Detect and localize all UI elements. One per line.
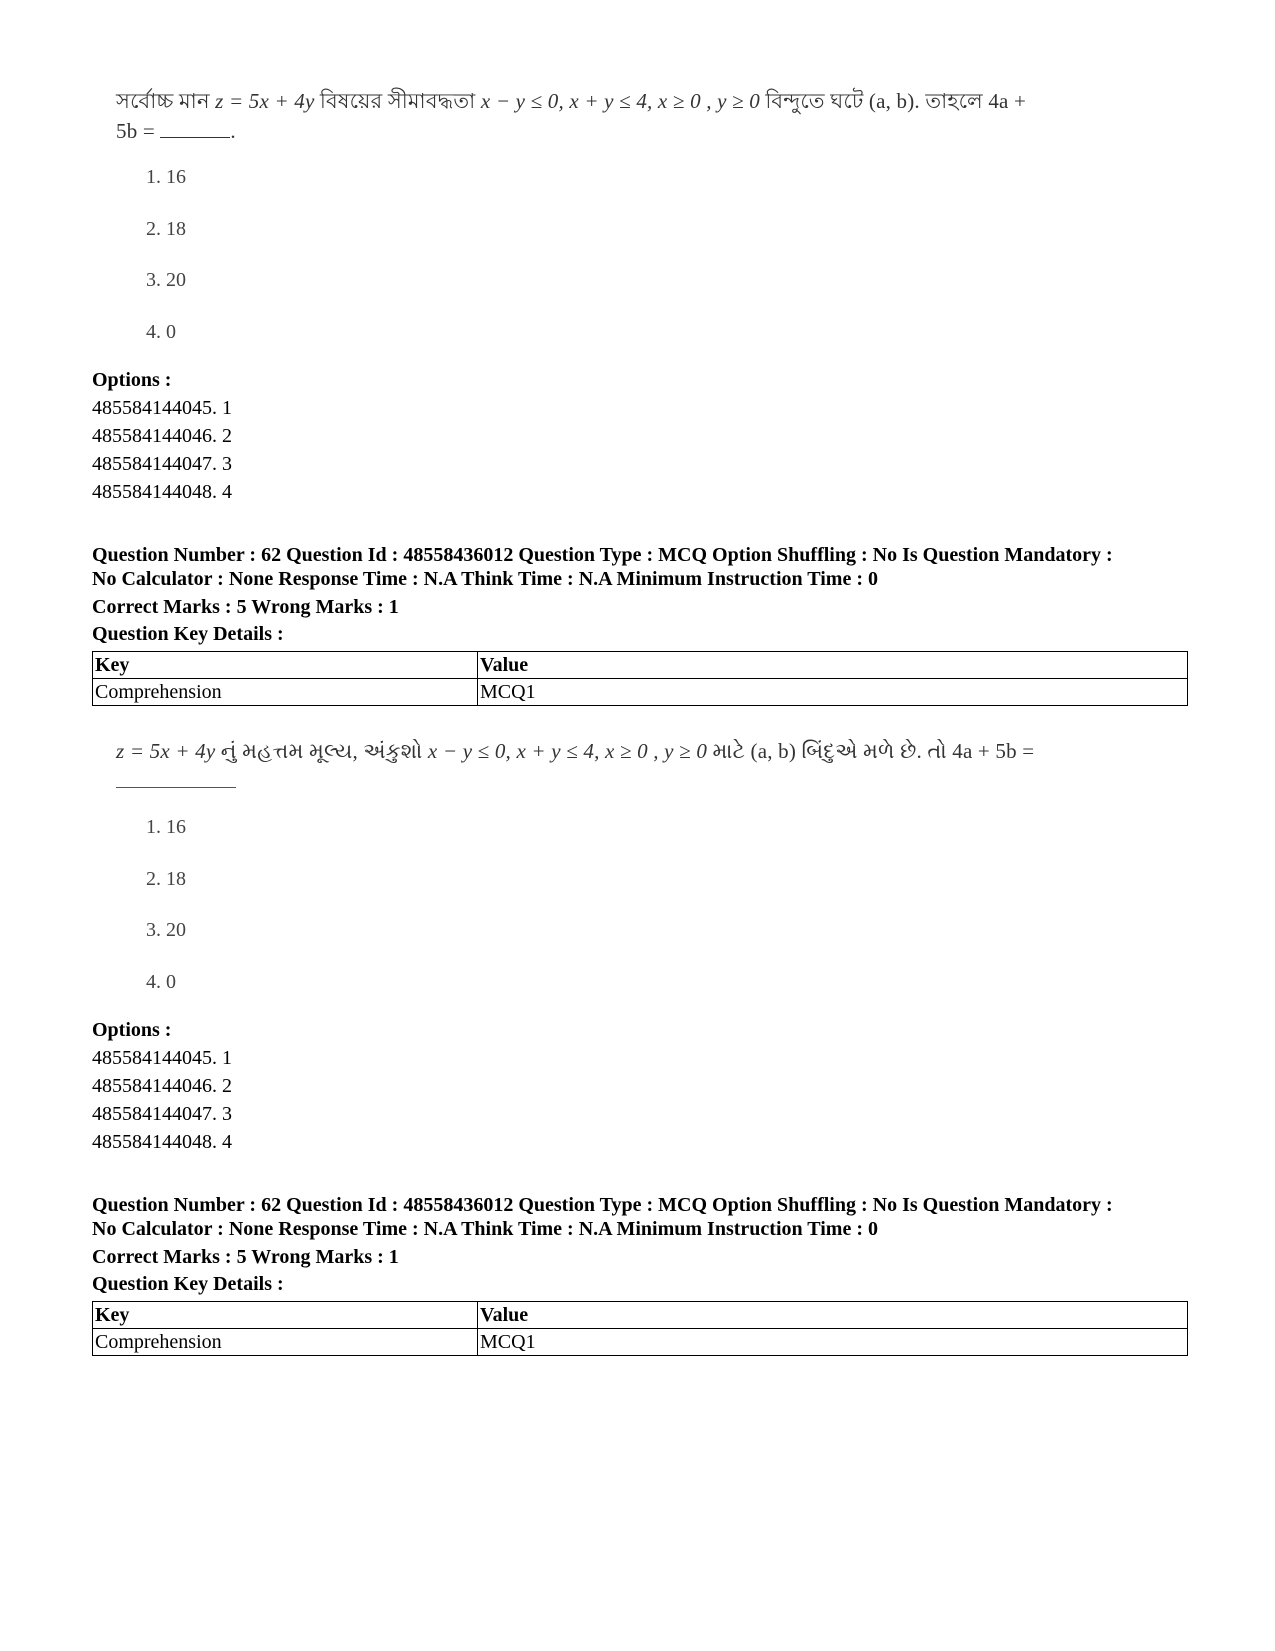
stem-text: નું મહત્તમ મૂલ્ય, અંકુશો: [215, 739, 428, 763]
choice-item: 3. 20: [146, 269, 186, 291]
marks-line: Correct Marks : 5 Wrong Marks : 1: [92, 1246, 399, 1268]
answer-blank: [160, 136, 230, 138]
option-line: 485584144046. 2: [92, 1075, 232, 1097]
key-details-heading: Question Key Details :: [92, 623, 284, 645]
table-cell-value: MCQ1: [478, 1329, 1188, 1356]
stem-text: 5b =: [116, 119, 161, 143]
choice-item: 2. 18: [146, 218, 186, 240]
choice-item: 3. 20: [146, 919, 186, 941]
meta-line: Question Number : 62 Question Id : 48558436012 Question Type : MCQ Option Shuffling : No Is Question Mandatory :: [92, 544, 1113, 566]
table-header-value: Value: [478, 652, 1188, 679]
option-line: 485584144046. 2: [92, 425, 232, 447]
option-line: 485584144048. 4: [92, 481, 232, 503]
table-header-key: Key: [93, 652, 478, 679]
table-cell-key: Comprehension: [93, 1329, 478, 1356]
table-header-key: Key: [93, 1302, 478, 1329]
stem-text: বিন্দুতে ঘটে (a, b). তাহলে 4a +: [759, 89, 1027, 113]
meta-line: No Calculator : None Response Time : N.A Think Time : N.A Minimum Instruction Time : 0: [92, 1218, 878, 1240]
stem-constraints: x − y ≤ 0, x + y ≤ 4, x ≥ 0 , y ≥ 0: [480, 89, 760, 113]
options-heading: Options :: [92, 1019, 172, 1041]
stem-objective: z = 5x + 4y: [215, 89, 315, 113]
choice-item: 1. 16: [146, 166, 186, 188]
choice-item: 4. 0: [146, 321, 176, 343]
table-header-row: [93, 652, 1188, 679]
option-line: 485584144048. 4: [92, 1131, 232, 1153]
marks-line: Correct Marks : 5 Wrong Marks : 1: [92, 596, 399, 618]
stem-text: .: [230, 119, 236, 143]
table-cell-value: MCQ1: [478, 679, 1188, 706]
meta-line: No Calculator : None Response Time : N.A Think Time : N.A Minimum Instruction Time : 0: [92, 568, 878, 590]
stem-constraints: x − y ≤ 0, x + y ≤ 4, x ≥ 0 , y ≥ 0: [427, 739, 708, 763]
question-meta: [92, 543, 1202, 591]
table-row: [93, 679, 1188, 706]
option-line: 485584144047. 3: [92, 1103, 232, 1125]
table-cell-key: Comprehension: [93, 679, 478, 706]
stem-text: সর্বোচ্চ মান: [116, 89, 216, 113]
meta-line: Question Number : 62 Question Id : 48558436012 Question Type : MCQ Option Shuffling : No Is Question Mandatory :: [92, 1194, 1113, 1216]
question-meta: [92, 1193, 1202, 1241]
stem-text: বিষয়ের সীমাবদ্ধতা: [314, 89, 481, 113]
table-row: [93, 1329, 1188, 1356]
option-line: 485584144045. 1: [92, 1047, 232, 1069]
choice-item: 1. 16: [146, 816, 186, 838]
choice-item: 4. 0: [146, 971, 176, 993]
options-heading: Options :: [92, 369, 172, 391]
key-value-table: [92, 651, 1188, 706]
stem-text: માટે (a, b) બિંદુએ મળે છે. તો 4a + 5b =: [707, 739, 1035, 763]
option-line: 485584144045. 1: [92, 397, 232, 419]
question-stem-bengali: [116, 86, 1176, 146]
option-line: 485584144047. 3: [92, 453, 232, 475]
table-header-value: Value: [478, 1302, 1188, 1329]
key-details-heading: Question Key Details :: [92, 1273, 284, 1295]
choice-item: 2. 18: [146, 868, 186, 890]
question-stem-gujarati: [116, 736, 1176, 766]
stem-objective: z = 5x + 4y: [116, 739, 216, 763]
answer-blank: [116, 787, 236, 788]
key-value-table: [92, 1301, 1188, 1356]
table-header-row: [93, 1302, 1188, 1329]
